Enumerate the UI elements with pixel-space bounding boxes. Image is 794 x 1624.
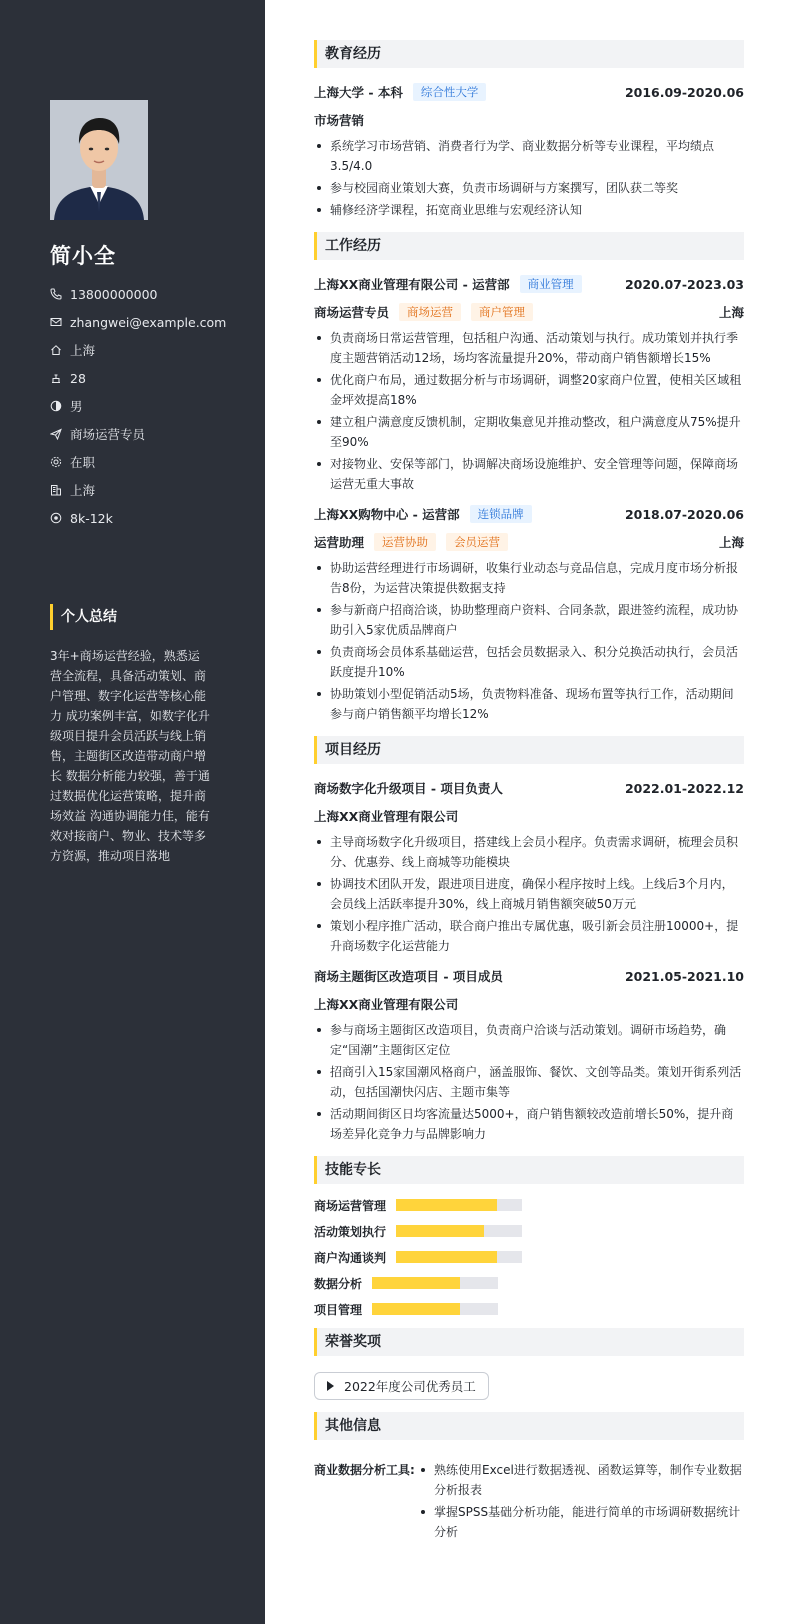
skill-label: 商场运营管理 <box>314 1198 387 1213</box>
skill-label: 项目管理 <box>314 1302 363 1317</box>
education-entry <box>314 82 744 220</box>
salary-icon <box>50 512 62 524</box>
info-salary <box>50 504 250 532</box>
status-icon <box>50 456 62 468</box>
age-icon <box>50 372 62 384</box>
skill-bar-fill <box>396 1225 484 1237</box>
list-item: 建立租户满意度反馈机制，定期收集意见并推动整改，租户满意度从75%提升至90% <box>314 412 744 452</box>
project-bullets <box>314 1020 744 1144</box>
project-entry-1 <box>314 778 744 956</box>
projects-section <box>314 736 744 1144</box>
major-row <box>314 110 744 130</box>
info-status <box>50 448 250 476</box>
position-row <box>314 532 744 552</box>
project-company-row <box>314 806 744 826</box>
skill-item <box>314 1250 534 1264</box>
education-bullets <box>314 136 744 220</box>
work-date: 2020.07-2023.03 <box>624 276 744 292</box>
work-bullets <box>314 328 744 494</box>
home-icon <box>50 344 62 356</box>
portrait-illustration <box>50 100 148 220</box>
list-item: 参与新商户招商洽谈，协助整理商户资料、合同条款，跟进签约流程，成功协助引入5家优质品牌商户 <box>314 600 744 640</box>
list-item: 参与校园商业策划大赛，负责市场调研与方案撰写，团队获二等奖 <box>314 178 744 198</box>
info-home <box>50 336 250 364</box>
project-bullets <box>314 832 744 956</box>
work-section <box>314 232 744 724</box>
project-head <box>314 778 744 798</box>
position-row <box>314 302 744 322</box>
other-title: 其他信息 <box>314 1412 744 1440</box>
skill-bar-fill <box>372 1277 460 1289</box>
list-item: 优化商户布局，通过数据分析与市场调研，调整20家商户位置，使相关区域租金坪效提高18% <box>314 370 744 410</box>
summary-title: 个人总结 <box>50 604 117 630</box>
project-name: 商场主题街区改造项目 - 项目成员 <box>314 969 503 984</box>
list-item: 负责商场会员体系基础运营，包括会员数据录入、积分兑换活动执行，会员活跃度提升10% <box>314 642 744 682</box>
info-position <box>50 420 250 448</box>
list-item: 熟练使用Excel进行数据透视、函数运算等，制作专业数据分析报表 <box>418 1460 744 1500</box>
info-phone-text: 13800000000 <box>70 286 158 302</box>
send-icon <box>50 428 62 440</box>
list-item: 对接物业、安保等部门，协调解决商场设施维护、安全管理等问题，保障商场运营无重大事故 <box>314 454 744 494</box>
position-tag: 商户管理 <box>471 303 533 321</box>
work-date: 2018.07-2020.06 <box>624 506 744 522</box>
skill-item <box>314 1198 534 1212</box>
info-status-text: 在职 <box>70 455 96 470</box>
company-tag: 商业管理 <box>520 275 582 293</box>
info-city <box>50 476 250 504</box>
list-item: 活动期间街区日均客流量达5000+，商户销售额较改造前增长50%，提升商场差异化竞争力与品牌影响力 <box>314 1104 744 1144</box>
work-location: 上海 <box>718 535 744 550</box>
info-age <box>50 364 250 392</box>
award-chip[interactable] <box>314 1372 489 1400</box>
skill-label: 活动策划执行 <box>314 1224 387 1239</box>
sidebar <box>0 0 265 1624</box>
school-tag: 综合性大学 <box>413 83 487 101</box>
project-head <box>314 966 744 986</box>
skill-label: 商户沟通谈判 <box>314 1250 387 1265</box>
info-salary-text: 8k-12k <box>70 510 113 526</box>
other-label: 商业数据分析工具: <box>314 1463 415 1477</box>
play-icon <box>327 1381 334 1391</box>
skill-bar-fill <box>396 1199 497 1211</box>
info-age-text: 28 <box>70 370 86 386</box>
major-name: 市场营销 <box>314 113 365 128</box>
info-gender <box>50 392 250 420</box>
list-item: 负责商场日常运营管理，包括租户沟通、活动策划与执行。成功策划并执行季度主题营销活动12场，场均客流量提升20%，带动商户销售额增长15% <box>314 328 744 368</box>
info-gender-text: 男 <box>70 399 83 414</box>
project-date: 2022.01-2022.12 <box>624 780 744 796</box>
project-company-row <box>314 994 744 1014</box>
main-content <box>314 40 744 1556</box>
skills-grid <box>314 1198 744 1316</box>
awards-section <box>314 1328 744 1400</box>
skill-bar <box>372 1277 498 1289</box>
school-name: 上海大学 - 本科 <box>314 85 403 100</box>
project-name: 商场数字化升级项目 - 项目负责人 <box>314 781 503 796</box>
company-name: 上海XX商业管理有限公司 - 运营部 <box>314 277 510 292</box>
building-icon <box>50 484 62 496</box>
skill-bar <box>396 1225 522 1237</box>
position-tag: 会员运营 <box>446 533 508 551</box>
summary-text: 3年+商场运营经验，熟悉运营全流程，具备活动策划、商户管理、数字化运营等核心能力 成功案例丰富，如数字化升级项目提升会员活跃与线上销售，主题街区改造带动商户增长 数据分析能力较强，善于通过数据优化运营策略，提升商场效益 沟通协调能力佳，能有效对接商户、物业、技术等多方资源，推动项目落地 <box>50 649 210 863</box>
list-item: 协调技术团队开发，跟进项目进度，确保小程序按时上线。上线后3个月内，会员线上活跃率提升30%，线上商城月销售额突破50万元 <box>314 874 744 914</box>
work-location: 上海 <box>718 305 744 320</box>
work-entry-1 <box>314 274 744 494</box>
work-entry-2 <box>314 504 744 724</box>
education-title: 教育经历 <box>314 40 744 68</box>
skill-item <box>314 1224 534 1238</box>
info-city-text: 上海 <box>70 483 96 498</box>
project-date: 2021.05-2021.10 <box>624 968 744 984</box>
work-head <box>314 274 744 294</box>
list-item: 招商引入15家国潮风格商户，涵盖服饰、餐饮、文创等品类。策划开街系列活动，包括国潮快闪店、主题市集等 <box>314 1062 744 1102</box>
position-tag: 运营协助 <box>374 533 436 551</box>
work-head <box>314 504 744 524</box>
skill-bar <box>396 1199 522 1211</box>
skills-section <box>314 1156 744 1316</box>
company-tag: 连锁品牌 <box>470 505 532 523</box>
awards-title: 荣誉奖项 <box>314 1328 744 1356</box>
project-company: 上海XX商业管理有限公司 <box>314 997 459 1012</box>
position-name: 运营助理 <box>314 535 365 550</box>
list-item: 协助运营经理进行市场调研，收集行业动态与竞品信息，完成月度市场分析报告8份，为运营决策提供数据支持 <box>314 558 744 598</box>
skill-item <box>314 1302 534 1316</box>
skill-bar-fill <box>396 1251 497 1263</box>
project-entry-2 <box>314 966 744 1144</box>
avatar <box>50 100 148 220</box>
list-item: 掌握SPSS基础分析功能，能进行简单的市场调研数据统计分析 <box>418 1502 744 1542</box>
other-row <box>314 1454 744 1544</box>
projects-title: 项目经历 <box>314 736 744 764</box>
other-section <box>314 1412 744 1544</box>
education-section <box>314 40 744 220</box>
info-home-text: 上海 <box>70 343 96 358</box>
education-head <box>314 82 744 102</box>
education-date: 2016.09-2020.06 <box>624 84 744 100</box>
award-label: 2022年度公司优秀员工 <box>344 1379 476 1394</box>
info-position-text: 商场运营专员 <box>70 427 146 442</box>
list-item: 参与商场主题街区改造项目，负责商户洽谈与活动策划。调研市场趋势，确定“国潮”主题街区定位 <box>314 1020 744 1060</box>
other-bullets <box>418 1460 744 1544</box>
candidate-name: 简小全 <box>50 244 116 268</box>
list-item: 辅修经济学课程，拓宽商业思维与宏观经济认知 <box>314 200 744 220</box>
position-name: 商场运营专员 <box>314 305 390 320</box>
skill-item <box>314 1276 534 1290</box>
list-item: 主导商场数字化升级项目，搭建线上会员小程序。负责需求调研，梳理会员积分、优惠券、线上商城等功能模块 <box>314 832 744 872</box>
gender-icon <box>50 400 62 412</box>
position-tag: 商场运营 <box>399 303 461 321</box>
work-bullets <box>314 558 744 724</box>
list-item: 协助策划小型促销活动5场，负责物料准备、现场布置等执行工作，活动期间参与商户销售额平均增长12% <box>314 684 744 724</box>
list-item: 策划小程序推广活动，联合商户推出专属优惠，吸引新会员注册10000+，提升商场数字化运营能力 <box>314 916 744 956</box>
company-name: 上海XX购物中心 - 运营部 <box>314 507 460 522</box>
contact-info-list <box>50 280 250 532</box>
work-title: 工作经历 <box>314 232 744 260</box>
skills-title: 技能专长 <box>314 1156 744 1184</box>
project-company: 上海XX商业管理有限公司 <box>314 809 459 824</box>
skill-bar-fill <box>372 1303 460 1315</box>
info-phone <box>50 280 250 308</box>
phone-icon <box>50 288 62 300</box>
mail-icon <box>50 316 62 328</box>
skill-bar <box>396 1251 522 1263</box>
list-item: 系统学习市场营销、消费者行为学、商业数据分析等专业课程，平均绩点3.5/4.0 <box>314 136 744 176</box>
skill-bar <box>372 1303 498 1315</box>
info-email <box>50 308 250 336</box>
info-email-text: zhangwei@example.com <box>70 314 227 330</box>
skill-label: 数据分析 <box>314 1276 363 1291</box>
